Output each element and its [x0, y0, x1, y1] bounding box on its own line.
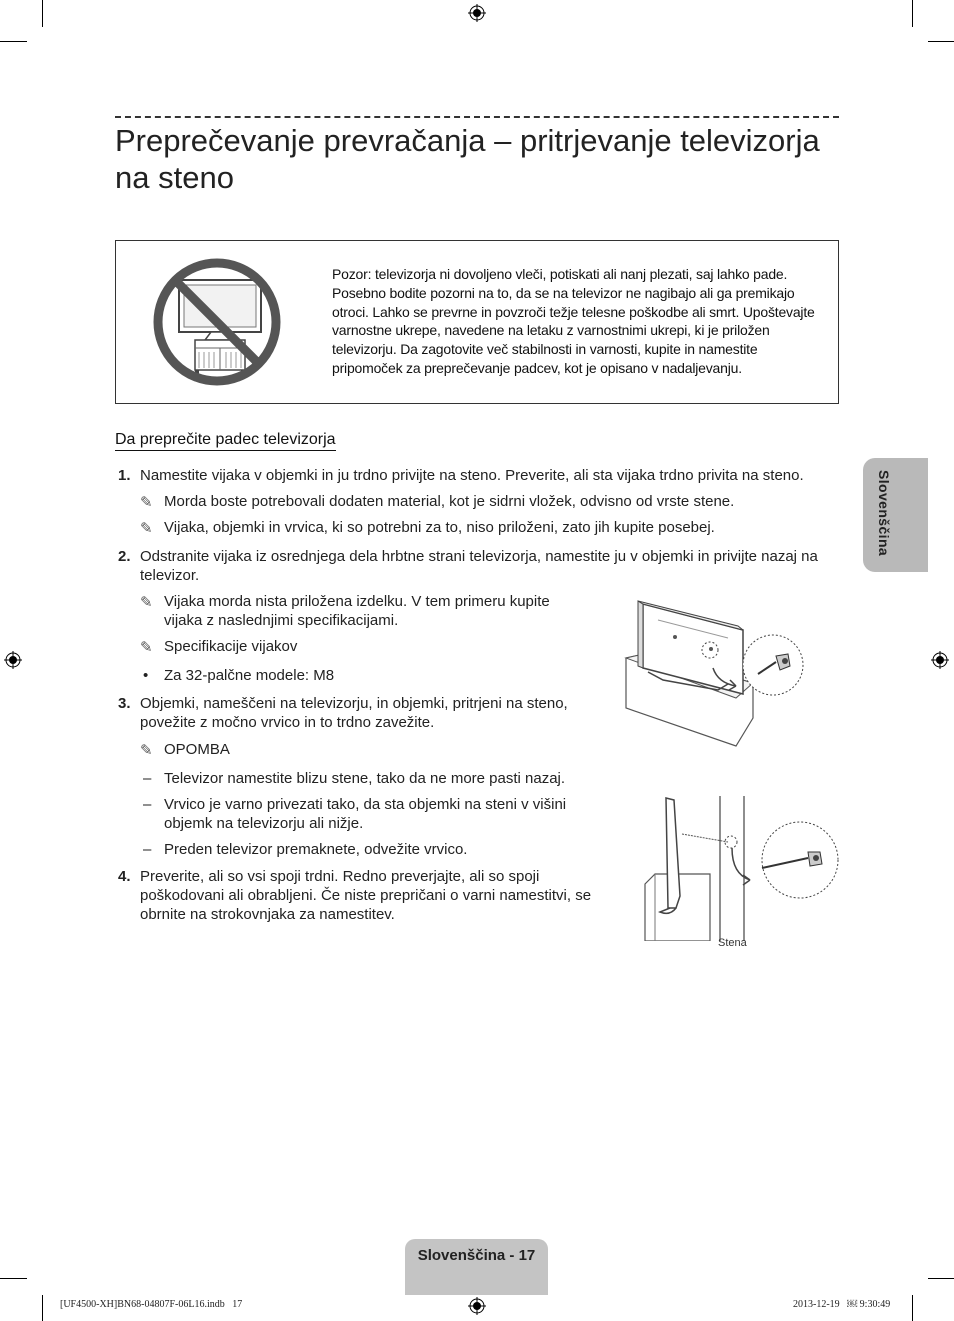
- no-climbing-tv-icon: [151, 256, 283, 388]
- opomba-label: OPOMBA: [164, 741, 230, 758]
- print-info-left: [UF4500-XH]BN68-04807F-06L16.indb 17: [60, 1299, 243, 1310]
- dash-icon: –: [143, 770, 152, 787]
- note-text: Specifikacije vijakov: [164, 638, 298, 655]
- print-info-right: 2013-12-19 ￼ 9:30:49: [793, 1299, 891, 1310]
- crop-mark: [928, 1278, 954, 1279]
- step-number: 3.: [118, 695, 131, 712]
- registration-mark-icon: [931, 651, 949, 669]
- step-text: Preverite, ali so vsi spoji trdni. Redno preverjajte, ali so spoji: [140, 868, 540, 885]
- page-number: Slovenščina - 17: [417, 1247, 536, 1264]
- note-text: Morda boste potrebovali dodaten material, kot je sidrni vložek, odvisno od vrste stene.: [164, 493, 735, 510]
- step-text: obrnite na strokovnjaka za namestitev.: [140, 906, 395, 923]
- page-title: Preprečevanje prevračanja – pritrjevanje televizorja na steno: [115, 123, 820, 195]
- dash-text: Televizor namestite blizu stene, tako da ne more pasti nazaj.: [164, 770, 566, 787]
- step-number: 2.: [118, 548, 131, 565]
- dash-text: objemk na televizorju ali nižje.: [164, 815, 364, 832]
- registration-mark-icon: [4, 651, 22, 669]
- dash-icon: –: [143, 796, 152, 813]
- note-icon: ✎: [140, 520, 153, 537]
- crop-mark: [42, 1295, 43, 1321]
- note-icon: ✎: [140, 494, 153, 511]
- note-icon: ✎: [140, 639, 153, 656]
- registration-mark-icon: [468, 1297, 486, 1315]
- step-text: Namestite vijaka v objemki in ju trdno privijte na steno. Preverite, ali sta vijaka trdno privita na steno.: [140, 467, 804, 484]
- wall-mount-illustration: [640, 796, 840, 941]
- dash-text: Preden televizor premaknete, odvežite vrvico.: [164, 841, 468, 858]
- step-text: poškodovani ali obrabljeni. Če niste prepričani o varni namestitvi, se: [140, 887, 592, 904]
- note-icon: ✎: [140, 742, 153, 759]
- tv-bracket-illustration: [618, 598, 808, 748]
- step-text: povežite z močno vrvico in to trdno zavežite.: [140, 714, 435, 731]
- crop-mark: [912, 0, 913, 27]
- step-number: 4.: [118, 868, 131, 885]
- registration-mark-icon: [468, 4, 486, 22]
- dash-text: Vrvico je varno privezati tako, da sta objemki na steni v višini: [164, 796, 567, 813]
- step-text: Objemki, nameščeni na televizorju, in objemki, pritrjeni na steno,: [140, 695, 568, 712]
- crop-mark: [912, 1295, 913, 1321]
- note-text: Vijaka morda nista priložena izdelku. V tem primeru kupite: [164, 593, 550, 610]
- bullet-icon: •: [143, 667, 149, 684]
- step-number: 1.: [118, 467, 131, 484]
- bullet-text: Za 32-palčne modele: M8: [164, 667, 335, 684]
- crop-mark: [0, 1278, 27, 1279]
- note-text: Vijaka, objemki in vrvica, ki so potrebni za to, niso priloženi, zato jih kupite posebej.: [164, 519, 715, 536]
- crop-mark: [42, 0, 43, 27]
- warning-text: Pozor: televizorja ni dovoljeno vleči, potiskati ali nanj plezati, saj lahko pade. Posebno bodite pozorni na to, da se na televizor ne nagibajo ali ga premikajo otroci. Lahko se prevrne in povzroči težje telesne poškodbe ali smrt. Upoštevajte varnostne ukrepe, navedene na letaku z varnostnimi ukrepi, ki je priložen televizorju. Da zagotovite več stabilnosti in varnosti, kupite in namestite pripomoček za preprečevanje padcev, kot je opisano v nadaljevanju.: [332, 266, 815, 376]
- crop-mark: [928, 41, 954, 42]
- figure-label: Stena: [718, 937, 747, 949]
- step-text: televizor.: [140, 567, 200, 584]
- language-tab: [863, 458, 928, 572]
- note-text: vijaka z naslednjimi specifikacijami.: [164, 612, 399, 629]
- title-rule: [115, 116, 839, 118]
- step-text: Odstranite vijaka iz osrednjega dela hrbtne strani televizorja, namestite ju v objemki in privijte nazaj na: [140, 548, 818, 565]
- crop-mark: [0, 41, 27, 42]
- dash-icon: –: [143, 841, 152, 858]
- section-heading: Da preprečite padec televizorja: [115, 431, 336, 451]
- language-tab-label: Slovenščina: [876, 470, 892, 557]
- note-icon: ✎: [140, 594, 153, 611]
